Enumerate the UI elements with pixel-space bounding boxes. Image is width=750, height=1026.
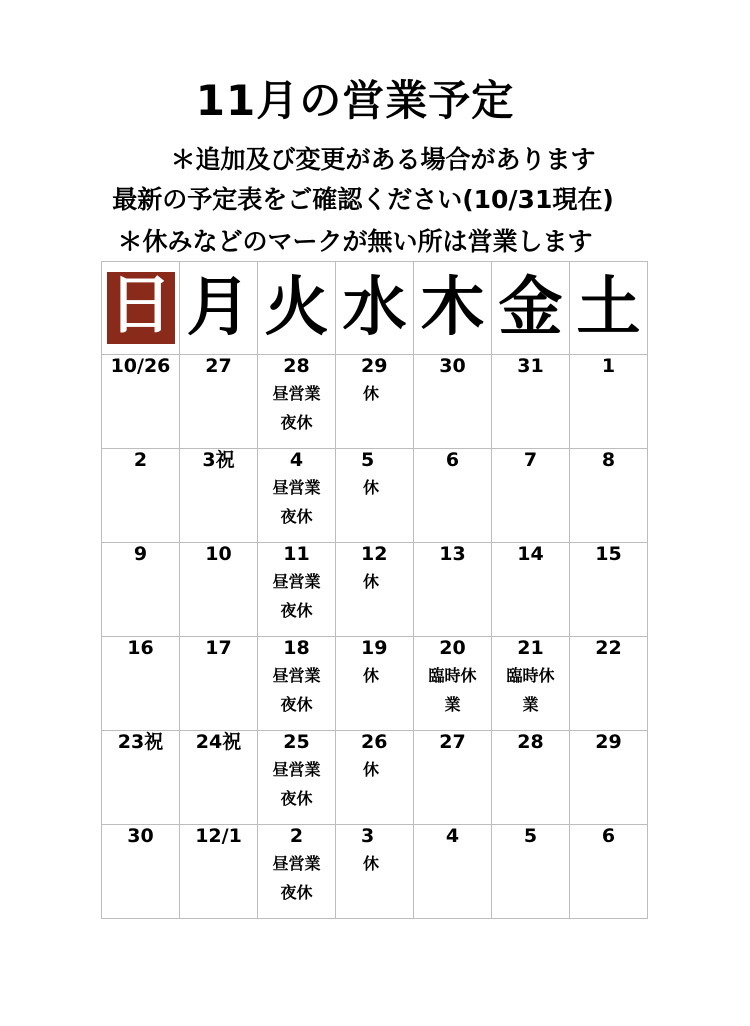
weekday-mon: 月: [180, 262, 258, 355]
day-status: 休: [363, 760, 380, 779]
day-date: 17: [205, 637, 232, 659]
day-date: 18: [283, 637, 310, 659]
note-change-notice: ＊追加及び変更がある場合があります: [170, 145, 596, 174]
day-status: 休: [363, 854, 380, 873]
day-status: 休: [363, 572, 380, 591]
calendar-day-cell: [492, 825, 570, 919]
day-date: 26: [361, 731, 388, 753]
day-date: 19: [361, 637, 388, 659]
calendar-day-cell: [180, 731, 258, 825]
day-date: 8: [601, 449, 616, 471]
calendar-day-cell: [336, 543, 414, 637]
calendar-week-row: [102, 449, 648, 543]
calendar-day-cell: [102, 825, 180, 919]
weekday-tue: 火: [258, 262, 336, 355]
day-status: 夜休: [280, 601, 313, 620]
day-date: 2: [289, 825, 304, 847]
calendar-day-cell: [492, 355, 570, 449]
calendar-week-row: [102, 543, 648, 637]
note-check-latest: 最新の予定表をご確認ください(10/31現在): [112, 185, 614, 214]
weekday-sat: 土: [570, 262, 648, 355]
day-date: 10/26: [110, 355, 171, 377]
day-date: 12: [361, 543, 388, 565]
day-date: 23祝: [117, 731, 164, 753]
day-status: 業: [444, 695, 461, 714]
calendar-day-cell: [180, 449, 258, 543]
day-date: 24祝: [195, 731, 242, 753]
calendar-day-cell: [414, 825, 492, 919]
day-status: 休: [363, 666, 380, 685]
calendar-body: [102, 355, 648, 919]
calendar-day-cell: [180, 543, 258, 637]
page-title: 11月の営業予定: [195, 76, 515, 125]
calendar-week-row: [102, 637, 648, 731]
calendar-day-cell: [258, 449, 336, 543]
weekday-fri: 金: [492, 262, 570, 355]
day-date: 28: [517, 731, 544, 753]
day-date: 6: [445, 449, 460, 471]
calendar-day-cell: [258, 637, 336, 731]
calendar-day-cell: [414, 731, 492, 825]
day-date: 16: [127, 637, 154, 659]
day-date: 21: [517, 637, 544, 659]
weekday-sun-label: 日: [108, 269, 173, 343]
calendar-table: [101, 261, 648, 919]
calendar-day-cell: [102, 449, 180, 543]
calendar-day-cell: [492, 543, 570, 637]
weekday-wed: 水: [336, 262, 414, 355]
calendar-day-cell: [492, 731, 570, 825]
calendar-day-cell: [102, 543, 180, 637]
calendar-day-cell: [570, 825, 648, 919]
day-status: 夜休: [280, 883, 313, 902]
calendar-day-cell: [414, 543, 492, 637]
day-status: 昼営業: [272, 478, 321, 497]
calendar-week-row: [102, 825, 648, 919]
day-date: 4: [289, 449, 304, 471]
day-date: 27: [205, 355, 232, 377]
day-date: 29: [361, 355, 388, 377]
calendar-day-cell: [336, 355, 414, 449]
calendar-day-cell: [570, 543, 648, 637]
day-status: 夜休: [280, 695, 313, 714]
day-status: 臨時休: [428, 666, 477, 685]
day-date: 31: [517, 355, 544, 377]
day-date: 20: [439, 637, 466, 659]
calendar-day-cell: [258, 543, 336, 637]
day-date: 30: [127, 825, 154, 847]
calendar-day-cell: [180, 355, 258, 449]
day-status: 休: [363, 384, 380, 403]
day-status: 夜休: [280, 789, 313, 808]
day-date: 22: [595, 637, 622, 659]
calendar-day-cell: [180, 825, 258, 919]
day-status: 昼営業: [272, 572, 321, 591]
day-date: 4: [445, 825, 460, 847]
weekday-thu: 木: [414, 262, 492, 355]
calendar-week-row: [102, 731, 648, 825]
day-status: 臨時休: [506, 666, 555, 685]
calendar-day-cell: [492, 449, 570, 543]
calendar-day-cell: [336, 731, 414, 825]
day-status: 昼営業: [272, 384, 321, 403]
day-status: 昼営業: [272, 854, 321, 873]
day-date: 2: [133, 449, 148, 471]
calendar-day-cell: [336, 449, 414, 543]
day-date: 29: [595, 731, 622, 753]
calendar-day-cell: [492, 637, 570, 731]
day-status: 業: [522, 695, 539, 714]
calendar-day-cell: [258, 355, 336, 449]
calendar-day-cell: [570, 355, 648, 449]
day-status: 昼営業: [272, 666, 321, 685]
day-date: 5: [523, 825, 538, 847]
note-open-days: ＊休みなどのマークが無い所は営業します: [117, 227, 593, 256]
day-status: 夜休: [280, 413, 313, 432]
day-status: 昼営業: [272, 760, 321, 779]
day-date: 6: [601, 825, 616, 847]
calendar-day-cell: [102, 731, 180, 825]
day-date: 7: [523, 449, 538, 471]
day-date: 27: [439, 731, 466, 753]
calendar-week-row: [102, 355, 648, 449]
day-date: 1: [601, 355, 616, 377]
weekday-sun: [102, 262, 180, 355]
calendar-day-cell: [414, 355, 492, 449]
calendar-day-cell: [414, 449, 492, 543]
day-date: 15: [595, 543, 622, 565]
day-status: 休: [363, 478, 380, 497]
calendar-day-cell: [336, 825, 414, 919]
day-date: 12/1: [195, 825, 242, 847]
day-date: 30: [439, 355, 466, 377]
calendar-day-cell: [570, 731, 648, 825]
calendar-day-cell: [258, 731, 336, 825]
day-date: 25: [283, 731, 310, 753]
day-status: 夜休: [280, 507, 313, 526]
day-date: 10: [205, 543, 232, 565]
calendar-day-cell: [102, 637, 180, 731]
calendar-day-cell: [102, 355, 180, 449]
day-date: 5: [361, 449, 375, 471]
calendar-day-cell: [336, 637, 414, 731]
day-date: 3祝: [202, 449, 235, 471]
day-date: 11: [283, 543, 310, 565]
day-date: 28: [283, 355, 310, 377]
day-date: 3: [361, 825, 375, 847]
calendar-day-cell: [570, 449, 648, 543]
weekday-header-row: [102, 262, 648, 355]
day-date: 14: [517, 543, 544, 565]
calendar-day-cell: [180, 637, 258, 731]
calendar-day-cell: [414, 637, 492, 731]
calendar-day-cell: [258, 825, 336, 919]
calendar-day-cell: [570, 637, 648, 731]
day-date: 13: [439, 543, 466, 565]
day-date: 9: [133, 543, 148, 565]
